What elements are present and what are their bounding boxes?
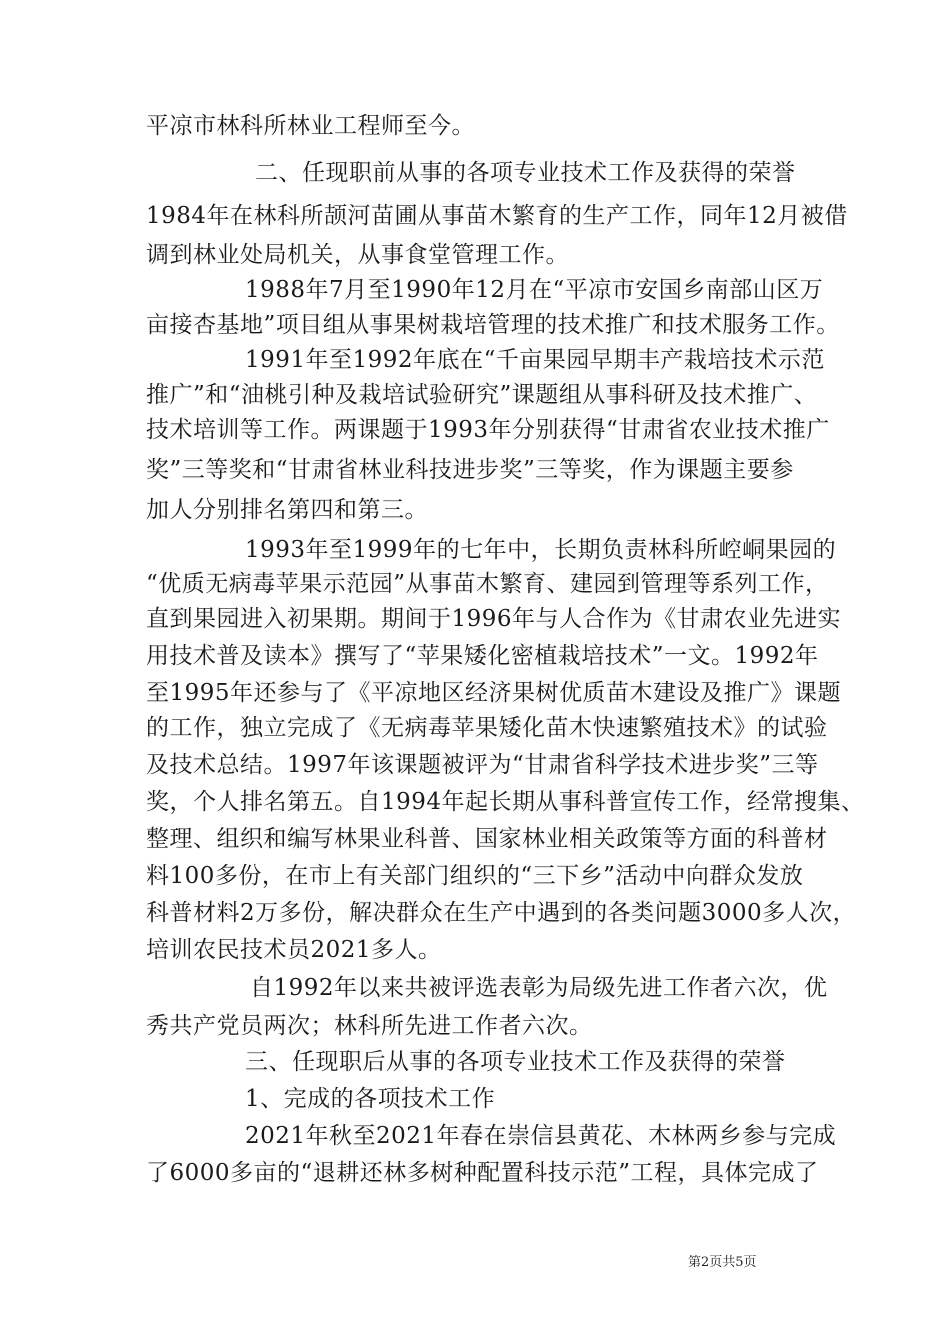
text-line-19: 奖，个人排名第五。自1994年起长期从事科普宣传工作，经常搜集、 xyxy=(146,789,865,815)
subsection-heading-1: 1、完成的各项技术工作 xyxy=(245,1086,496,1112)
text-line-16: 至1995年还参与了《平凉地区经济果树优质苗木建设及推广》课题 xyxy=(146,680,842,706)
text-line-14: 直到果园进入初果期。期间于1996年与人合作为《甘肃农业先进实 xyxy=(146,606,842,632)
text-line-24: 自1992年以来共被评选表彰为局级先进工作者六次，优 xyxy=(250,975,828,1001)
text-line-25: 秀共产党员两次；林科所先进工作者六次。 xyxy=(146,1013,593,1039)
section-heading-3: 三、任现职后从事的各项专业技术工作及获得的荣誉 xyxy=(245,1049,786,1075)
text-line-8: 推广”和“油桃引种及栽培试验研究”课题组从事科研及技术推广、 xyxy=(146,382,818,408)
text-line-15: 用技术普及读本》撰写了“苹果矮化密植栽培技术”一文。1992年 xyxy=(146,643,819,669)
text-line-13: “优质无病毒苹果示范园”从事苗木繁育、建园到管理等系列工作， xyxy=(146,571,829,597)
text-line-7: 1991年至1992年底在“千亩果园早期丰产栽培技术示范 xyxy=(245,347,825,373)
text-line-29: 了6000多亩的“退耕还林多树种配置科技示范”工程，具体完成了 xyxy=(146,1160,819,1186)
text-line-4: 调到林业处局机关，从事食堂管理工作。 xyxy=(146,242,569,268)
text-line-22: 科普材料2万多份，解决群众在生产中遇到的各类问题3000多人次， xyxy=(146,900,857,926)
page-number-footer: 第2页共5页 xyxy=(688,1255,757,1270)
text-line-21: 料100多份，在市上有关部门组织的“三下乡”活动中向群众发放 xyxy=(146,863,804,889)
text-line-17: 的工作，独立完成了《无病毒苹果矮化苗木快速繁殖技术》的试验 xyxy=(146,715,828,741)
text-line-11: 加人分别排名第四和第三。 xyxy=(146,497,428,523)
text-line-9: 技术培训等工作。两课题于1993年分别获得“甘肃省农业技术推广 xyxy=(146,417,830,443)
text-line-6: 亩接杏基地”项目组从事果树栽培管理的技术推广和技术服务工作。 xyxy=(146,312,840,338)
text-line-23: 培训农民技术员2021多人。 xyxy=(146,937,442,963)
text-line-28: 2021年秋至2021年春在崇信县黄花、木林两乡参与完成 xyxy=(245,1123,837,1149)
section-heading-2: 二、任现职前从事的各项专业技术工作及获得的荣誉 xyxy=(255,160,796,186)
text-line-12: 1993年至1999年的七年中，长期负责林科所崆峒果园的 xyxy=(245,537,837,563)
text-line-20: 整理、组织和编写林果业科普、国家林业相关政策等方面的科普材 xyxy=(146,826,828,852)
text-line-3: 1984年在林科所颉河苗圃从事苗木繁育的生产工作，同年12月被借 xyxy=(146,203,848,229)
text-line-1: 平凉市林科所林业工程师至今。 xyxy=(146,113,475,139)
text-line-10: 奖”三等奖和“甘肃省林业科技进步奖”三等奖，作为课题主要参 xyxy=(146,457,794,483)
text-line-5: 1988年7月至1990年12月在“平凉市安国乡南部山区万 xyxy=(245,277,824,303)
text-line-18: 及技术总结。1997年该课题被评为“甘肃省科学技术进步奖”三等 xyxy=(146,752,819,778)
